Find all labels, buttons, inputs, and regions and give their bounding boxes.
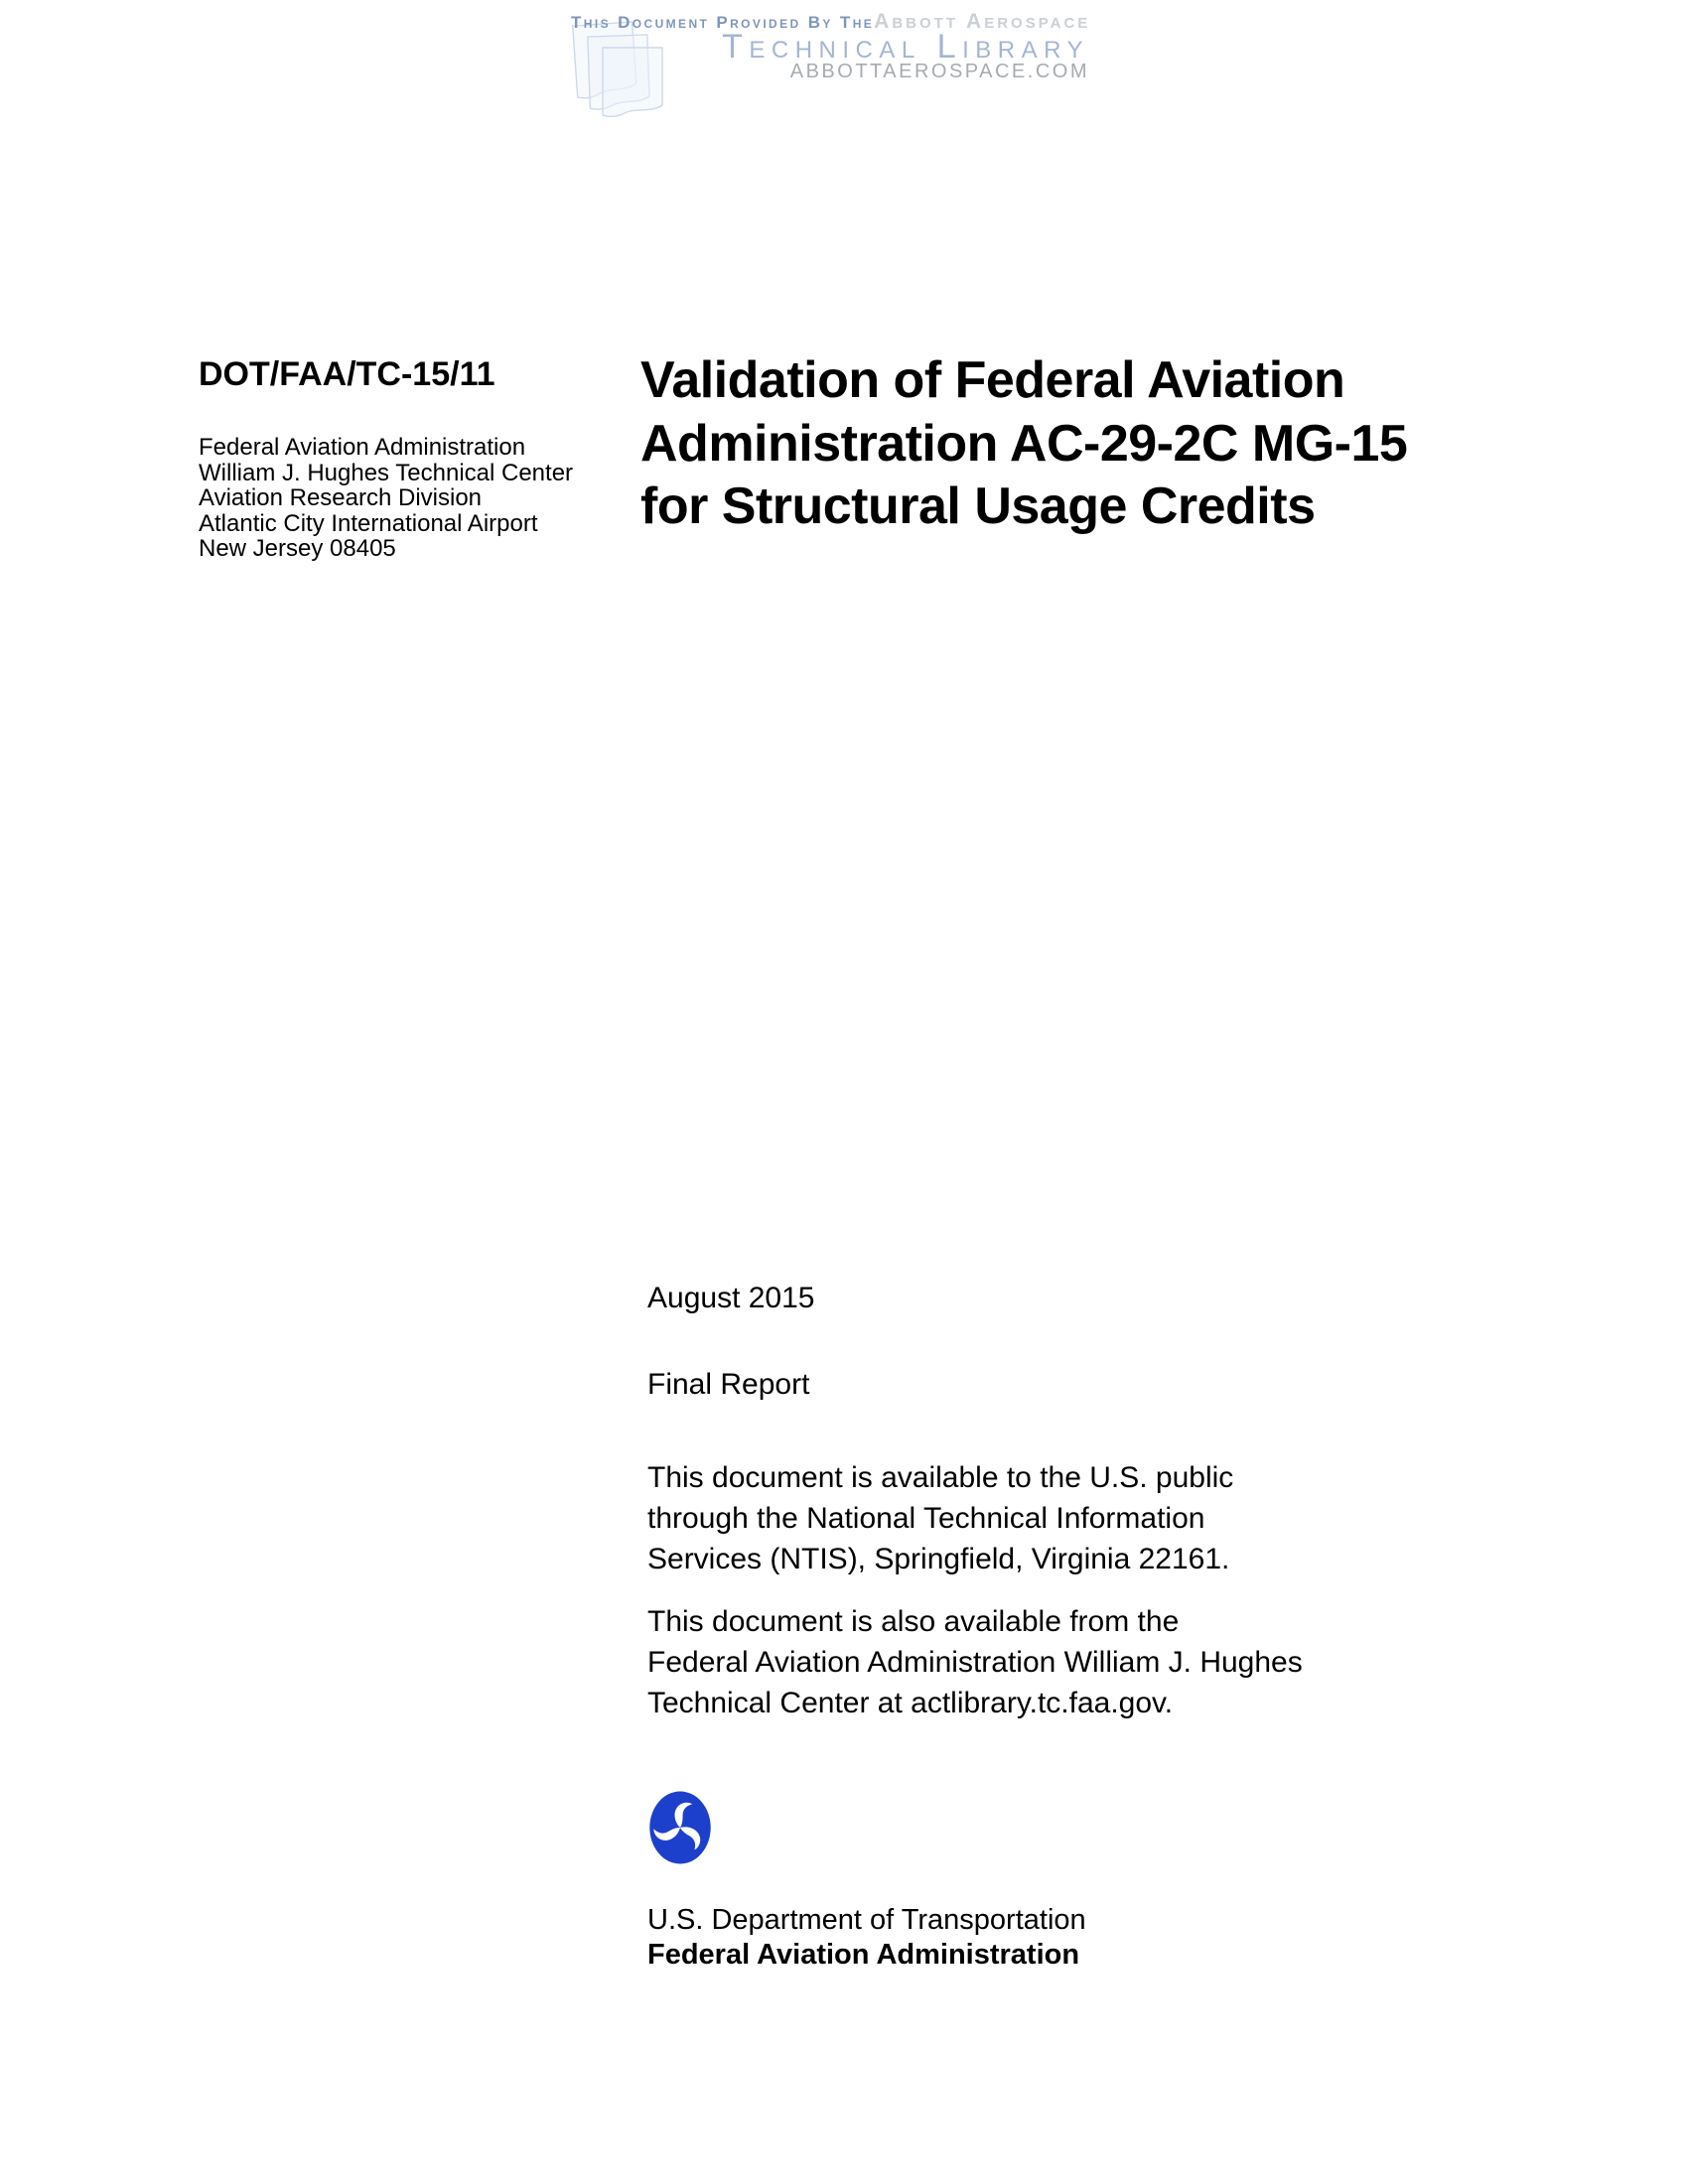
availability-line: Technical Center at actlibrary.tc.faa.gov.: [647, 1687, 1174, 1719]
department-name: U.S. Department of Transportation: [647, 1904, 1086, 1936]
org-line: New Jersey 08405: [199, 535, 396, 562]
availability-paragraph-faa: [647, 1601, 1402, 1723]
technical-library-text: Technical Library: [722, 28, 1089, 66]
agency-name: Federal Aviation Administration: [647, 1939, 1080, 1971]
library-watermark: [571, 4, 1089, 123]
availability-line: through the National Technical Information: [647, 1502, 1205, 1535]
provided-by-text: This Document Provided By The: [571, 13, 875, 32]
abbott-aerospace-text: Abbott Aerospace: [874, 10, 1091, 33]
availability-paragraph-ntis: [647, 1457, 1402, 1579]
report-type: Final Report: [647, 1368, 810, 1401]
availability-line: This document is also available from the: [647, 1605, 1180, 1638]
organization-address: [199, 435, 573, 562]
report-date: August 2015: [647, 1282, 815, 1314]
title-line: for Structural Usage Credits: [640, 478, 1316, 535]
org-line: Atlantic City International Airport: [199, 509, 538, 537]
dot-triskelion-logo: [648, 1789, 712, 1866]
org-line: Federal Aviation Administration: [199, 434, 526, 461]
org-line: William J. Hughes Technical Center: [199, 459, 574, 486]
availability-line: Services (NTIS), Springfield, Virginia 22161.: [647, 1543, 1230, 1575]
report-title: [640, 349, 1494, 539]
org-line: Aviation Research Division: [199, 484, 483, 511]
footer-agency-block: [647, 1903, 1086, 1973]
title-line: Validation of Federal Aviation: [640, 351, 1345, 409]
availability-line: Federal Aviation Administration William J. Hughes: [647, 1646, 1303, 1679]
report-number: DOT/FAA/TC-15/11: [199, 355, 495, 393]
availability-line: This document is available to the U.S. public: [647, 1461, 1234, 1494]
abbottaerospace-site-text: ABBOTTAEROSPACE.COM: [789, 61, 1089, 82]
title-line: Administration AC-29-2C MG-15: [640, 414, 1408, 473]
